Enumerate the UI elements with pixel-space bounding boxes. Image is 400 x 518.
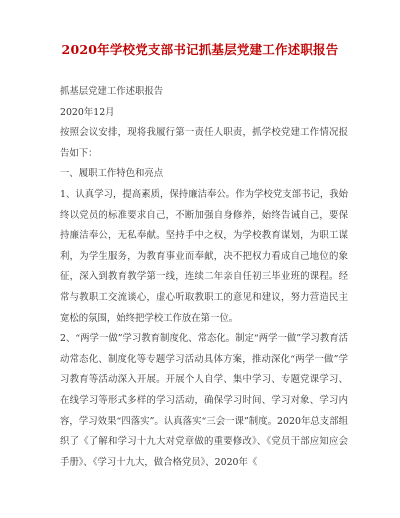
section-heading: 一、履职工作特色和亮点 bbox=[60, 168, 164, 180]
report-subtitle: 抓基层党建工作述职报告 bbox=[60, 86, 164, 97]
report-date: 2020年12月 bbox=[60, 106, 115, 118]
body-paragraph-1: 1、认真学习，提高素质，保持廉洁奉公。作为学校党支部书记，我始终以党员的标准要求自己，不断加强自身修养，始终告诫自己，要保持廉洁奉公，无私奉献。坚持手中之权，为学校教育谋划，为职工谋利，为学生服务，为教育事业而奉献，决不把权力看成自己地位的象征，深入到教育教学第一线，连续二年亲自任初三毕业班的课程。经常与教职工交流谈心，虚心听取教职工的意见和建议，努力营造民主宽松的氛围，始终把学校工作放在第一位。 bbox=[60, 188, 348, 324]
document-title: 2020年学校党支部书记抓基层党建工作述职报告 bbox=[61, 42, 339, 57]
document-body bbox=[60, 82, 348, 473]
body-paragraph-2: 2、“两学一做”学习教育制度化、常态化。制定“两学一做”学习教育活动常态化、制度化等专题学习活动具体方案，推动深化“两学一做”学习教育等活动深入开展。开展个人自学、集中学习、专题党课学习、在线学习等形式多样的学习活动，确保学习时间、学习对象、学习内容，学习效果“四落实”。认真落实“三会一课”制度。2020年总支部组织了《了解和学习十九大对党章做的重要修改》、《党员干部应知应会手册》、《学习十九大，做合格党员》、2020年《 bbox=[60, 333, 348, 468]
intro-paragraph: 按照会议安排，现将我履行第一责任人职责，抓学校党建工作情况报告如下： bbox=[60, 127, 348, 159]
